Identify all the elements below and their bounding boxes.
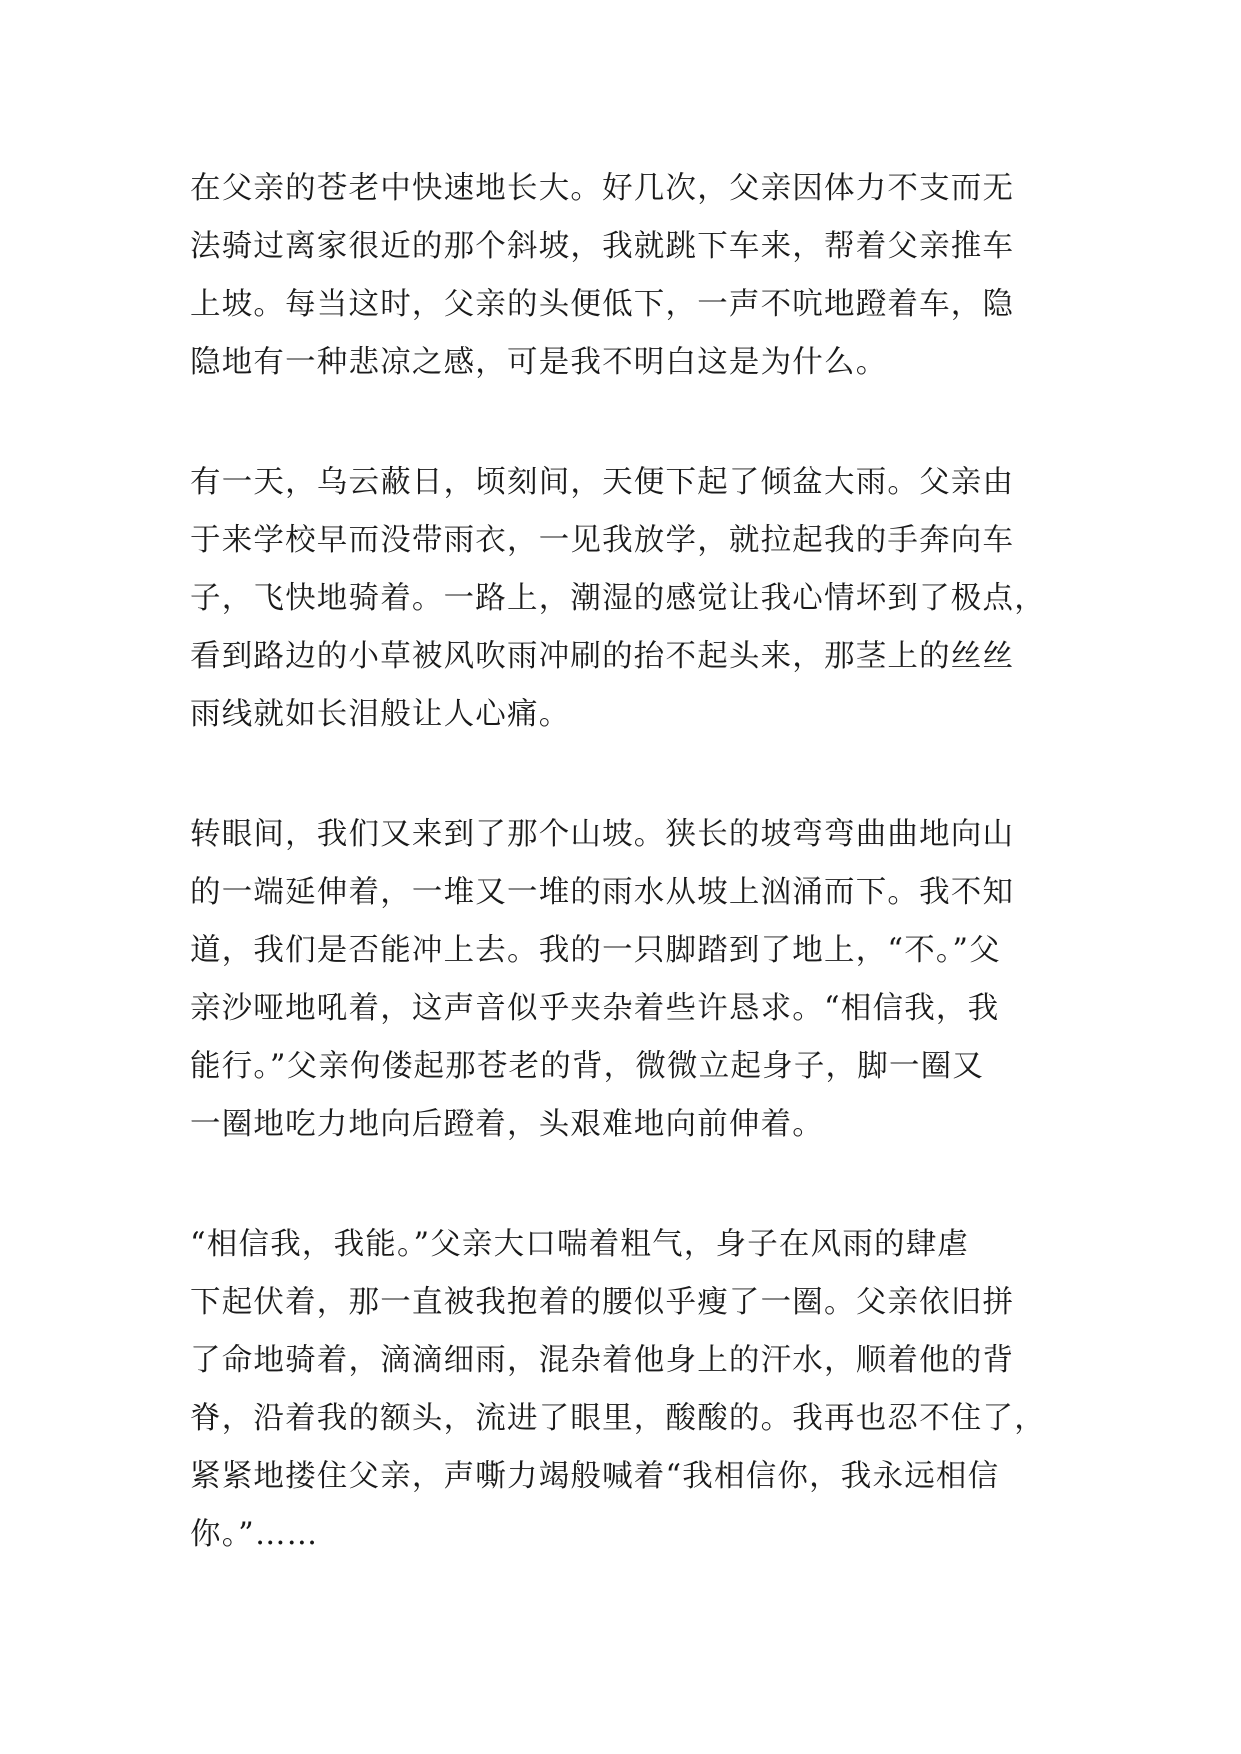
text-line: 你。”……: [190, 1517, 319, 1552]
text-line: 了命地骑着，滴滴细雨，混杂着他身上的汗水，顺着他的背: [190, 1343, 1015, 1378]
text-line: 于来学校早而没带雨衣，一见我放学，就拉起我的手奔向车: [190, 523, 1015, 558]
text-line: 上坡。每当这时，父亲的头便低下，一声不吭地蹬着车，隐: [190, 287, 1015, 322]
text-line: 道，我们是否能冲上去。我的一只脚踏到了地上，“不。”父: [190, 933, 1001, 968]
text-line: 有一天，乌云蔽日，顷刻间，天便下起了倾盆大雨。父亲由: [190, 465, 1015, 500]
text-line: 在父亲的苍老中快速地长大。好几次，父亲因体力不支而无: [190, 171, 1015, 206]
text-line: 的一端延伸着，一堆又一堆的雨水从坡上汹涌而下。我不知: [190, 875, 1015, 910]
paragraph-2: [190, 454, 1050, 744]
text-line: 法骑过离家很近的那个斜坡，我就跳下车来，帮着父亲推车: [190, 229, 1015, 264]
text-line: 隐地有一种悲凉之感，可是我不明白这是为什么。: [190, 345, 888, 380]
text-line: 看到路边的小草被风吹雨冲刷的抬不起头来，那茎上的丝丝: [190, 639, 1015, 674]
text-line: 亲沙哑地吼着，这声音似乎夹杂着些许恳求。“相信我，我: [190, 991, 1000, 1026]
paragraph-1: [190, 160, 1050, 392]
text-line: 子，飞快地骑着。一路上，潮湿的感觉让我心情坏到了极点，: [190, 581, 1046, 616]
text-line: 一圈地吃力地向后蹬着，头艰难地向前伸着。: [190, 1107, 824, 1142]
document-body: [190, 160, 1050, 1626]
text-line: 脊，沿着我的额头，流进了眼里，酸酸的。我再也忍不住了，: [190, 1401, 1046, 1436]
text-line: 紧紧地搂住父亲，声嘶力竭般喊着“我相信你，我永远相信: [190, 1459, 1000, 1494]
text-line: 能行。”父亲佝偻起那苍老的背，微微立起身子，脚一圈又: [190, 1049, 985, 1084]
paragraph-4: [190, 1216, 1050, 1564]
text-line: “相信我，我能。”父亲大口喘着粗气，身子在风雨的肆虐: [190, 1227, 970, 1262]
text-line: 转眼间，我们又来到了那个山坡。狭长的坡弯弯曲曲地向山: [190, 817, 1015, 852]
text-line: 下起伏着，那一直被我抱着的腰似乎瘦了一圈。父亲依旧拼: [190, 1285, 1015, 1320]
text-line: 雨线就如长泪般让人心痛。: [190, 697, 571, 732]
paragraph-3: [190, 806, 1050, 1154]
